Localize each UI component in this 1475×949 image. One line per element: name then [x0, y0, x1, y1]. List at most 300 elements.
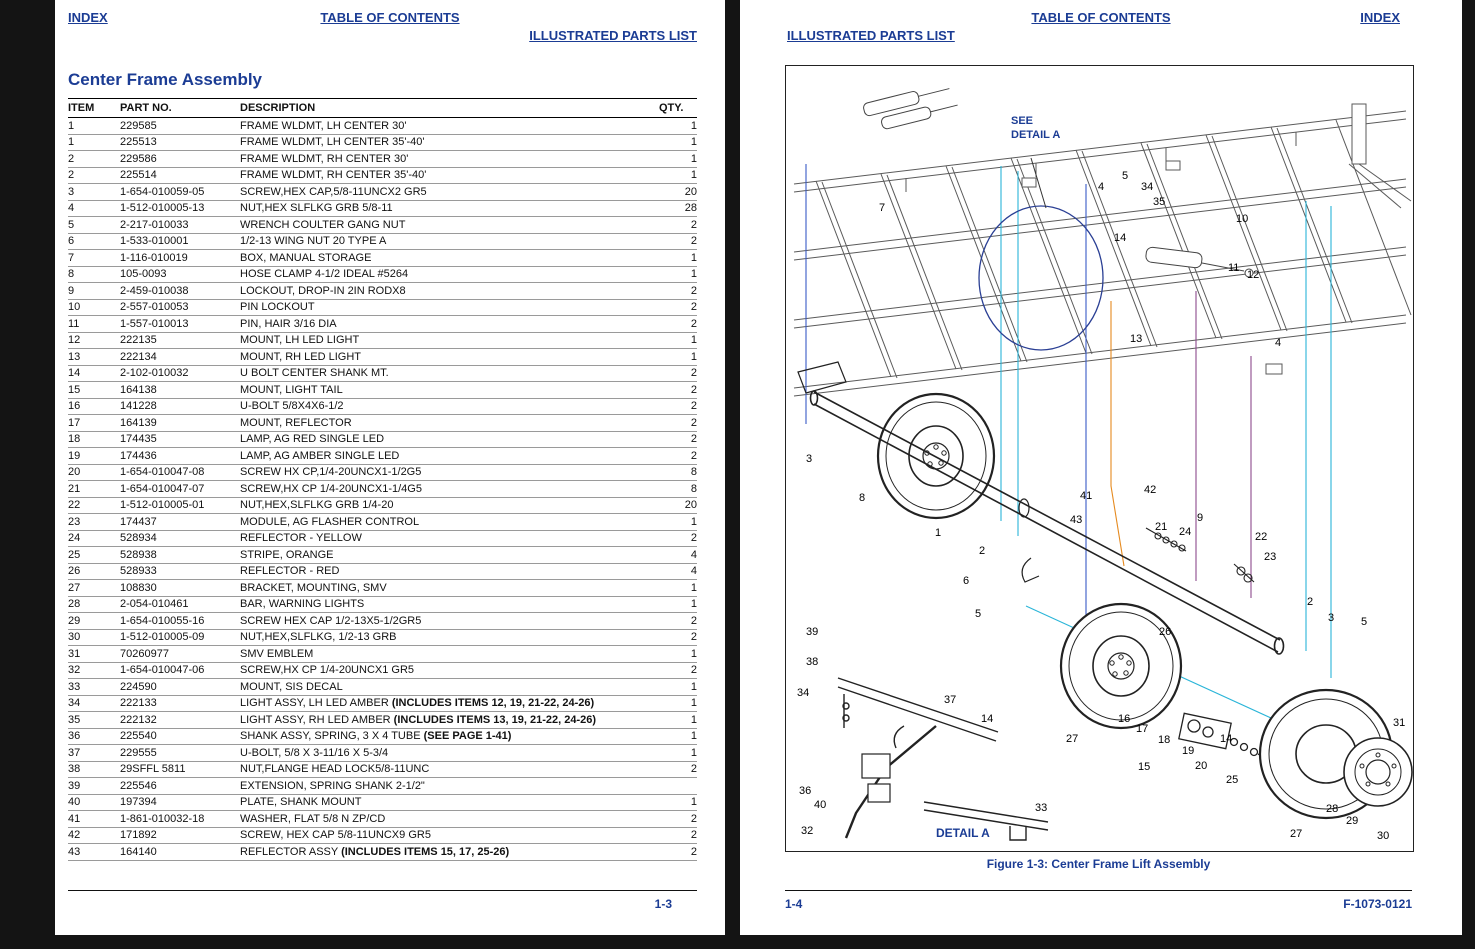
cell-description: SCREW HEX CAP 1/2-13X5-1/2GR5 [240, 613, 659, 630]
table-row [68, 563, 697, 580]
cell-part-no: 1-654-010055-16 [120, 613, 240, 630]
cell-part-no: 105-0093 [120, 266, 240, 283]
cell-description: FRAME WLDMT, RH CENTER 35'-40' [240, 167, 659, 184]
cell-description: WASHER, FLAT 5/8 N ZP/CD [240, 811, 659, 828]
table-row [68, 811, 697, 828]
cell-description: REFLECTOR - RED [240, 563, 659, 580]
cell-description: PIN LOCKOUT [240, 299, 659, 316]
cell-part-no: 171892 [120, 827, 240, 844]
cell-description: EXTENSION, SPRING SHANK 2-1/2" [240, 778, 659, 795]
cell-qty: 2 [659, 316, 697, 333]
cell-item: 24 [68, 530, 120, 547]
figure-callout: 32 [801, 825, 814, 837]
cell-part-no: 222133 [120, 695, 240, 712]
cell-part-no: 2-459-010038 [120, 283, 240, 300]
cell-qty: 1 [659, 332, 697, 349]
cell-qty: 8 [659, 464, 697, 481]
figure-callout: 30 [1377, 830, 1390, 842]
cell-item: 1 [68, 134, 120, 151]
cell-part-no: 141228 [120, 398, 240, 415]
table-row [68, 778, 697, 795]
cell-qty: 1 [659, 794, 697, 811]
cell-item: 9 [68, 283, 120, 300]
cell-description: MOUNT, SIS DECAL [240, 679, 659, 696]
figure-callout: 14 [1114, 232, 1127, 244]
cell-item: 16 [68, 398, 120, 415]
cell-item: 36 [68, 728, 120, 745]
cell-description: BRACKET, MOUNTING, SMV [240, 580, 659, 597]
left-page-header [55, 0, 725, 56]
index-link[interactable]: INDEX [68, 10, 108, 25]
figure-callout: 28 [1326, 803, 1339, 815]
table-row [68, 695, 697, 712]
table-row [68, 514, 697, 531]
cell-part-no: 1-512-010005-13 [120, 200, 240, 217]
description-note: (SEE PAGE 1-41) [423, 730, 512, 742]
cell-part-no: 224590 [120, 679, 240, 696]
cell-qty: 8 [659, 481, 697, 498]
cell-qty: 1 [659, 580, 697, 597]
table-row [68, 827, 697, 844]
cell-item: 8 [68, 266, 120, 283]
cell-part-no: 222135 [120, 332, 240, 349]
table-row [68, 415, 697, 432]
column-header-qty: QTY. [659, 99, 697, 118]
cell-part-no: 1-861-010032-18 [120, 811, 240, 828]
cell-item: 20 [68, 464, 120, 481]
table-row [68, 712, 697, 729]
figure-callout: 14 [1220, 733, 1233, 745]
cell-part-no: 70260977 [120, 646, 240, 663]
cell-part-no: 164140 [120, 844, 240, 861]
column-header-description: DESCRIPTION [240, 99, 659, 118]
cell-item: 5 [68, 217, 120, 234]
column-header-part-no: PART NO. [120, 99, 240, 118]
cell-part-no: 528933 [120, 563, 240, 580]
cell-item: 2 [68, 151, 120, 168]
cell-qty: 1 [659, 151, 697, 168]
cell-item: 30 [68, 629, 120, 646]
figure-callout: 41 [1080, 490, 1093, 502]
figure-callout: 31 [1393, 717, 1406, 729]
parts-table-head [68, 99, 697, 118]
cell-qty: 1 [659, 134, 697, 151]
figure-callout: 9 [1197, 512, 1204, 524]
cell-item: 6 [68, 233, 120, 250]
cell-qty: 1 [659, 728, 697, 745]
description-note: (INCLUDES ITEMS 12, 19, 21-22, 24-26) [391, 697, 595, 709]
figure-callout: 22 [1255, 531, 1268, 543]
table-row [68, 217, 697, 234]
cell-part-no: 1-557-010013 [120, 316, 240, 333]
table-of-contents-link[interactable]: TABLE OF CONTENTS [1031, 10, 1171, 25]
table-row [68, 761, 697, 778]
cell-description: MOUNT, LH LED LIGHT [240, 332, 659, 349]
cell-part-no: 1-654-010047-08 [120, 464, 240, 481]
cell-qty: 2 [659, 299, 697, 316]
figure-callout: 12 [1247, 269, 1260, 281]
figure-callout: 33 [1035, 802, 1048, 814]
illustrated-parts-list-link[interactable]: ILLUSTRATED PARTS LIST [529, 28, 697, 43]
table-row [68, 481, 697, 498]
figure-callout: 37 [944, 694, 957, 706]
figure-callout: 23 [1264, 551, 1277, 563]
cell-item: 33 [68, 679, 120, 696]
cell-qty: 4 [659, 547, 697, 564]
cell-part-no: 528938 [120, 547, 240, 564]
table-row [68, 728, 697, 745]
table-row [68, 596, 697, 613]
table-row [68, 398, 697, 415]
cell-description: MOUNT, RH LED LIGHT [240, 349, 659, 366]
cell-qty: 2 [659, 398, 697, 415]
cell-qty: 1 [659, 695, 697, 712]
cell-part-no: 174437 [120, 514, 240, 531]
table-row [68, 349, 697, 366]
parts-table [68, 98, 697, 861]
illustrated-parts-list-link[interactable]: ILLUSTRATED PARTS LIST [787, 28, 955, 43]
page-number: 1-3 [654, 897, 672, 911]
cell-item: 7 [68, 250, 120, 267]
cell-qty [659, 778, 697, 795]
cell-item: 25 [68, 547, 120, 564]
table-row [68, 794, 697, 811]
index-link[interactable]: INDEX [1360, 10, 1400, 25]
header-row [68, 99, 697, 118]
cell-description: FRAME WLDMT, LH CENTER 35'-40' [240, 134, 659, 151]
cell-item: 13 [68, 349, 120, 366]
cell-part-no: 1-512-010005-01 [120, 497, 240, 514]
figure-callout: 40 [814, 799, 827, 811]
cell-description: SCREW,HX CP 1/4-20UNCX1-1/4G5 [240, 481, 659, 498]
figure-caption: Figure 1-3: Center Frame Lift Assembly [986, 857, 1211, 871]
figure-callout: 10 [1236, 213, 1249, 225]
table-row [68, 530, 697, 547]
cell-description: LIGHT ASSY, RH LED AMBER (INCLUDES ITEMS 13, 19, 21-22, 24-26) [240, 712, 659, 729]
cell-description: BOX, MANUAL STORAGE [240, 250, 659, 267]
figure-callout: 36 [799, 785, 812, 797]
cell-description: SHANK ASSY, SPRING, 3 X 4 TUBE (SEE PAGE 1-41) [240, 728, 659, 745]
figure-callout: 39 [806, 626, 819, 638]
figure-callout: 17 [1136, 723, 1149, 735]
cell-part-no: 2-217-010033 [120, 217, 240, 234]
figure-callout: 6 [963, 575, 970, 587]
table-row [68, 613, 697, 630]
cell-description: BAR, WARNING LIGHTS [240, 596, 659, 613]
cell-part-no: 229585 [120, 118, 240, 135]
cell-qty: 2 [659, 662, 697, 679]
cell-qty: 1 [659, 679, 697, 696]
cell-qty: 1 [659, 266, 697, 283]
cell-qty: 1 [659, 596, 697, 613]
table-row [68, 167, 697, 184]
table-row [68, 679, 697, 696]
cell-qty: 20 [659, 497, 697, 514]
cell-item: 18 [68, 431, 120, 448]
cell-qty: 2 [659, 844, 697, 861]
table-row [68, 580, 697, 597]
figure-box [785, 65, 1414, 852]
cell-description: MOUNT, REFLECTOR [240, 415, 659, 432]
cell-item: 43 [68, 844, 120, 861]
cell-description: 1/2-13 WING NUT 20 TYPE A [240, 233, 659, 250]
figure-callout: 1 [935, 527, 942, 539]
cell-item: 27 [68, 580, 120, 597]
cell-qty: 2 [659, 629, 697, 646]
cell-description: U-BOLT 5/8X4X6-1/2 [240, 398, 659, 415]
cell-item: 38 [68, 761, 120, 778]
table-row [68, 844, 697, 861]
cell-description: LAMP, AG RED SINGLE LED [240, 431, 659, 448]
figure-callout: 5 [975, 608, 982, 620]
figure-callout: 21 [1155, 521, 1168, 533]
cell-qty: 2 [659, 365, 697, 382]
see-detail-line1: SEE [1011, 115, 1034, 127]
cell-qty: 1 [659, 349, 697, 366]
cell-description: SMV EMBLEM [240, 646, 659, 663]
cell-qty: 2 [659, 613, 697, 630]
cell-part-no: 1-654-010047-06 [120, 662, 240, 679]
figure-callout: 18 [1158, 734, 1171, 746]
cell-qty: 2 [659, 382, 697, 399]
cell-item: 21 [68, 481, 120, 498]
table-row [68, 547, 697, 564]
figure-callout: 3 [1328, 612, 1335, 624]
cell-description: FRAME WLDMT, LH CENTER 30' [240, 118, 659, 135]
figure-callout: 27 [1290, 828, 1303, 840]
table-row [68, 497, 697, 514]
cell-description: HOSE CLAMP 4-1/2 IDEAL #5264 [240, 266, 659, 283]
figure-callout: 26 [1159, 626, 1172, 638]
cell-description: NUT,FLANGE HEAD LOCK5/8-11UNC [240, 761, 659, 778]
table-row [68, 629, 697, 646]
table-row [68, 448, 697, 465]
cell-qty: 2 [659, 217, 697, 234]
table-row [68, 745, 697, 762]
cell-part-no: 174436 [120, 448, 240, 465]
cell-item: 19 [68, 448, 120, 465]
cell-item: 14 [68, 365, 120, 382]
figure-callout: 5 [1122, 170, 1129, 182]
cell-qty: 20 [659, 184, 697, 201]
cell-item: 23 [68, 514, 120, 531]
cell-qty: 2 [659, 811, 697, 828]
cell-qty: 2 [659, 431, 697, 448]
figure-callout: 14 [981, 713, 994, 725]
cell-item: 17 [68, 415, 120, 432]
cell-description: REFLECTOR ASSY (INCLUDES ITEMS 15, 17, 25-26) [240, 844, 659, 861]
figure-callout: 4 [1275, 337, 1282, 349]
cell-qty: 4 [659, 563, 697, 580]
cell-item: 3 [68, 184, 120, 201]
page-number: 1-4 [785, 897, 803, 911]
left-page-footer [68, 890, 697, 911]
table-row [68, 283, 697, 300]
cell-description: SCREW HX CP,1/4-20UNCX1-1/2G5 [240, 464, 659, 481]
figure-callout: 2 [1307, 596, 1314, 608]
cell-part-no: 1-116-010019 [120, 250, 240, 267]
cell-description: MOUNT, LIGHT TAIL [240, 382, 659, 399]
table-row [68, 646, 697, 663]
cell-item: 12 [68, 332, 120, 349]
figure-callout: 25 [1226, 774, 1239, 786]
cell-item: 1 [68, 118, 120, 135]
figure-callout: 42 [1144, 484, 1157, 496]
cell-description: WRENCH COULTER GANG NUT [240, 217, 659, 234]
table-row [68, 662, 697, 679]
cell-qty: 2 [659, 761, 697, 778]
document-number: F-1073-0121 [1343, 897, 1412, 911]
figure-callout: 16 [1118, 713, 1131, 725]
cell-part-no: 2-557-010053 [120, 299, 240, 316]
cell-description: PIN, HAIR 3/16 DIA [240, 316, 659, 333]
cell-part-no: 528934 [120, 530, 240, 547]
figure-callout: 34 [797, 687, 810, 699]
figure-callout: 13 [1130, 333, 1143, 345]
figure-callout: 34 [1141, 181, 1154, 193]
cell-item: 22 [68, 497, 120, 514]
right-page-header [740, 0, 1462, 56]
cell-description: U-BOLT, 5/8 X 3-11/16 X 5-3/4 [240, 745, 659, 762]
figure-callout: 5 [1361, 616, 1368, 628]
figure-callout: 7 [879, 202, 886, 214]
cell-item: 4 [68, 200, 120, 217]
figure-callout: 29 [1346, 815, 1359, 827]
table-row [68, 382, 697, 399]
cell-description: LAMP, AG AMBER SINGLE LED [240, 448, 659, 465]
cell-qty: 1 [659, 167, 697, 184]
table-row [68, 233, 697, 250]
cell-item: 29 [68, 613, 120, 630]
figure-callout: 11 [1228, 262, 1240, 274]
cell-part-no: 222134 [120, 349, 240, 366]
cell-description: NUT,HEX,SLFLKG GRB 1/4-20 [240, 497, 659, 514]
cell-qty: 1 [659, 514, 697, 531]
figure-callout: 27 [1066, 733, 1079, 745]
cell-item: 26 [68, 563, 120, 580]
see-detail-line2: DETAIL A [1011, 129, 1061, 141]
table-row [68, 266, 697, 283]
cell-part-no: 225540 [120, 728, 240, 745]
table-row [68, 365, 697, 382]
cell-part-no: 225514 [120, 167, 240, 184]
table-row [68, 200, 697, 217]
cell-qty: 2 [659, 827, 697, 844]
see-detail-label [1011, 114, 1060, 142]
table-row [68, 464, 697, 481]
cell-part-no: 164139 [120, 415, 240, 432]
cell-item: 39 [68, 778, 120, 795]
cell-qty: 1 [659, 118, 697, 135]
figure-callout: 35 [1153, 196, 1166, 208]
cell-qty: 2 [659, 233, 697, 250]
table-row [68, 299, 697, 316]
figure-callout: 20 [1195, 760, 1208, 772]
cell-qty: 1 [659, 646, 697, 663]
table-row [68, 134, 697, 151]
cell-qty: 1 [659, 712, 697, 729]
cell-item: 34 [68, 695, 120, 712]
cell-qty: 2 [659, 283, 697, 300]
figure-callout: 24 [1179, 526, 1192, 538]
cell-description: PLATE, SHANK MOUNT [240, 794, 659, 811]
table-row [68, 250, 697, 267]
cell-item: 10 [68, 299, 120, 316]
cell-description: MODULE, AG FLASHER CONTROL [240, 514, 659, 531]
cell-part-no: 1-533-010001 [120, 233, 240, 250]
cell-part-no: 2-054-010461 [120, 596, 240, 613]
cell-qty: 2 [659, 448, 697, 465]
cell-qty: 1 [659, 250, 697, 267]
cell-qty: 2 [659, 530, 697, 547]
cell-item: 37 [68, 745, 120, 762]
right-page-footer [785, 890, 1412, 911]
cell-description: LIGHT ASSY, LH LED AMBER (INCLUDES ITEMS 12, 19, 21-22, 24-26) [240, 695, 659, 712]
cell-qty: 2 [659, 415, 697, 432]
cell-part-no: 164138 [120, 382, 240, 399]
detail-a-label: DETAIL A [936, 826, 990, 840]
cell-description: FRAME WLDMT, RH CENTER 30' [240, 151, 659, 168]
parts-table-body [68, 118, 697, 861]
cell-item: 41 [68, 811, 120, 828]
cell-item: 15 [68, 382, 120, 399]
figure-callout: 8 [859, 492, 866, 504]
cell-item: 11 [68, 316, 120, 333]
cell-description: U BOLT CENTER SHANK MT. [240, 365, 659, 382]
figure-callout: 19 [1182, 745, 1195, 757]
figure-callout: 38 [806, 656, 819, 668]
cell-description: REFLECTOR - YELLOW [240, 530, 659, 547]
cell-description: NUT,HEX,SLFLKG, 1/2-13 GRB [240, 629, 659, 646]
cell-description: LOCKOUT, DROP-IN 2IN RODX8 [240, 283, 659, 300]
cell-part-no: 222132 [120, 712, 240, 729]
description-note: (INCLUDES ITEMS 15, 17, 25-26) [341, 845, 510, 858]
cell-item: 42 [68, 827, 120, 844]
table-row [68, 151, 697, 168]
cell-part-no: 1-512-010005-09 [120, 629, 240, 646]
cell-description: NUT,HEX SLFLKG GRB 5/8-11 [240, 200, 659, 217]
column-header-item: ITEM [68, 99, 120, 118]
cell-item: 40 [68, 794, 120, 811]
page-left [55, 0, 725, 935]
page-title: Center Frame Assembly [68, 70, 263, 89]
figure-callout: 3 [806, 453, 813, 465]
figure-callout: 4 [1098, 181, 1105, 193]
cell-part-no: 108830 [120, 580, 240, 597]
cell-part-no: 29SFFL 5811 [120, 761, 240, 778]
cell-item: 2 [68, 167, 120, 184]
table-row [68, 316, 697, 333]
cell-description: SCREW, HEX CAP 5/8-11UNCX9 GR5 [240, 827, 659, 844]
page-right [740, 0, 1462, 935]
cell-part-no: 197394 [120, 794, 240, 811]
cell-part-no: 225546 [120, 778, 240, 795]
cell-qty: 1 [659, 745, 697, 762]
cell-part-no: 2-102-010032 [120, 365, 240, 382]
table-of-contents-link[interactable]: TABLE OF CONTENTS [320, 10, 460, 25]
cell-item: 31 [68, 646, 120, 663]
cell-description: SCREW,HX CP 1/4-20UNCX1 GR5 [240, 662, 659, 679]
cell-part-no: 229586 [120, 151, 240, 168]
cell-item: 35 [68, 712, 120, 729]
cell-item: 28 [68, 596, 120, 613]
cell-part-no: 1-654-010047-07 [120, 481, 240, 498]
description-note: (INCLUDES ITEMS 13, 19, 21-22, 24-26) [393, 713, 597, 726]
cell-part-no: 229555 [120, 745, 240, 762]
cell-qty: 28 [659, 200, 697, 217]
figure-callout: 2 [979, 545, 986, 557]
cell-part-no: 1-654-010059-05 [120, 184, 240, 201]
